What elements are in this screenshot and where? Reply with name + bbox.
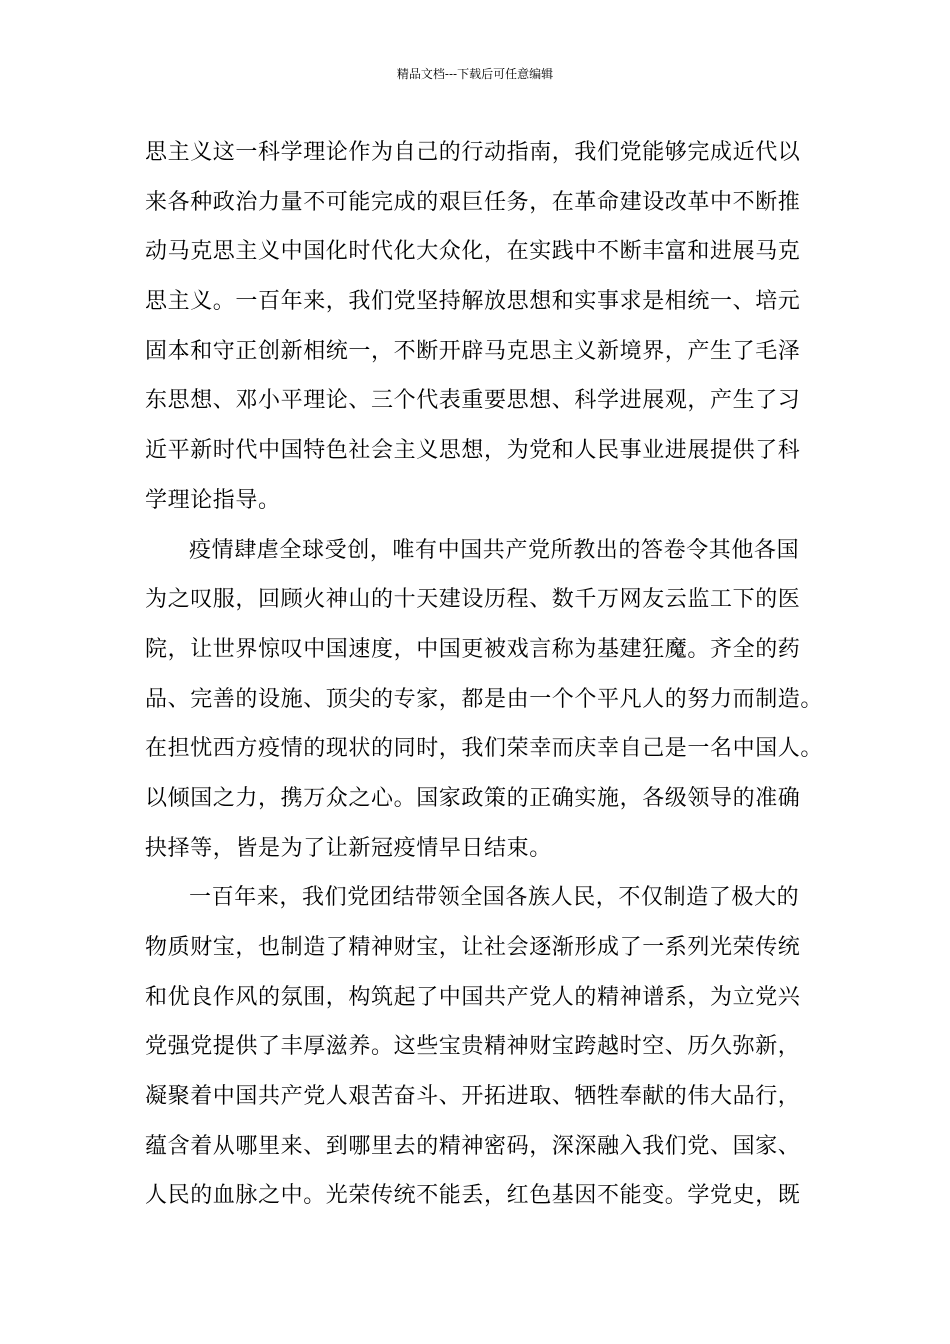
document-body xyxy=(145,128,824,1221)
text-line: 在担忧西方疫情的现状的同时，我们荣幸而庆幸自己是一名中国人。 xyxy=(145,736,824,762)
text-line: 来各种政治力量不可能完成的艰巨任务，在革命建设改革中不断推 xyxy=(145,189,801,215)
text-line: 人民的血脉之中。光荣传统不能丢，红色基因不能变。学党史，既 xyxy=(145,1183,801,1209)
paragraph-start-line: 疫情肆虐全球受创，唯有中国共产党所教出的答卷令其他各国 xyxy=(189,537,800,563)
text-line: 蕴含着从哪里来、到哪里去的精神密码，深深融入我们党、国家、 xyxy=(145,1133,801,1159)
text-line: 动马克思主义中国化时代化大众化，在实践中不断丰富和进展马克 xyxy=(145,239,801,265)
text-line: 思主义。一百年来，我们党坚持解放思想和实事求是相统一、培元 xyxy=(145,289,801,315)
text-line: 为之叹服，回顾火神山的十天建设历程、数千万网友云监工下的医 xyxy=(145,587,801,613)
text-line: 院，让世界惊叹中国速度，中国更被戏言称为基建狂魔。齐全的药 xyxy=(145,636,801,662)
text-line: 以倾国之力，携万众之心。国家政策的正确实施，各级领导的准确 xyxy=(145,785,801,811)
text-line: 和优良作风的氛围，构筑起了中国共产党人的精神谱系，为立党兴 xyxy=(145,984,801,1010)
text-line: 东思想、邓小平理论、三个代表重要思想、科学进展观，产生了习 xyxy=(145,388,801,414)
text-line: 学理论指导。 xyxy=(145,487,281,513)
page-header: 精品文档---下载后可任意编辑 xyxy=(396,67,554,81)
text-line: 党强党提供了丰厚滋养。这些宝贵精神财宝跨越时空、历久弥新， xyxy=(145,1034,801,1060)
text-line: 抉择等，皆是为了让新冠疫情早日结束。 xyxy=(145,835,552,861)
text-line: 固本和守正创新相统一，不断开辟马克思主义新境界，产生了毛泽 xyxy=(145,338,801,364)
text-line: 物质财宝，也制造了精神财宝，让社会逐渐形成了一系列光荣传统 xyxy=(145,935,801,960)
text-line: 凝聚着中国共产党人艰苦奋斗、开拓进取、牺牲奉献的伟大品行， xyxy=(145,1084,801,1110)
paragraph-start-line: 一百年来，我们党团结带领全国各族人民，不仅制造了极大的 xyxy=(189,885,800,911)
text-line: 品、完善的设施、顶尖的专家，都是由一个个平凡人的努力而制造。 xyxy=(145,686,824,712)
text-line: 思主义这一科学理论作为自己的行动指南，我们党能够完成近代以 xyxy=(145,140,801,165)
text-line: 近平新时代中国特色社会主义思想，为党和人民事业进展提供了科 xyxy=(145,438,801,464)
